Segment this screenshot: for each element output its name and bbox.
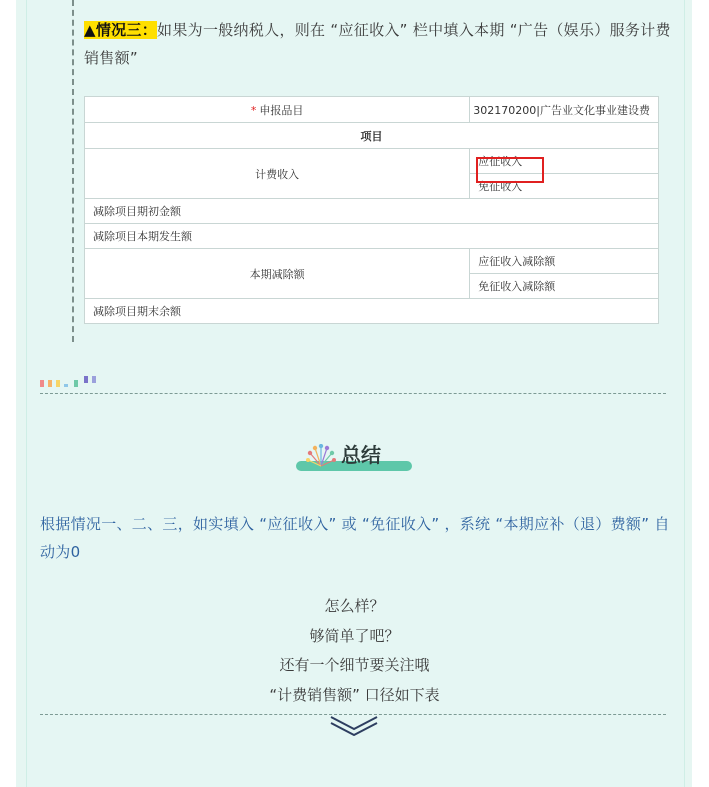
table-header: 项目: [85, 123, 659, 149]
line-3: 还有一个细节要关注哦: [279, 656, 430, 674]
dotted-divider-top: [40, 393, 666, 394]
exempt-deduction-cell[interactable]: 免征收入减除额: [470, 274, 659, 299]
taxable-income-cell[interactable]: 应征收入: [470, 149, 659, 174]
bar-green: [74, 380, 78, 387]
bar-purple-2: [92, 376, 96, 383]
current-deduction-label: 本期减除额: [85, 249, 470, 299]
exempt-income-cell[interactable]: 免征收入: [470, 174, 659, 199]
bar-yellow: [56, 380, 60, 387]
declare-item-value[interactable]: 302170200|广告业文化事业建设费: [470, 97, 659, 123]
dashed-divider-left: [72, 0, 74, 342]
declare-item-label-cell: * 申报品目: [85, 97, 470, 123]
bar-pink: [40, 380, 44, 387]
summary-paragraph: 根据情况一、二、三，如实填入 “应征收入” 或 “免征收入” ，系统 “本期应补（退）费额” 自动为0: [40, 515, 670, 561]
bar-orange: [48, 380, 52, 387]
bar-blue: [64, 384, 68, 387]
intro-body: 如果为一般纳税人，则在 “应征收入” 栏中填入本期 “广告（娱乐）服务计费销售额”: [84, 21, 671, 67]
summary-title: 总结: [341, 443, 381, 467]
line-1: 怎么样？: [324, 597, 385, 615]
line-2: 够简单了吧？: [309, 626, 400, 645]
deduction-closing-row: 减除项目期末余额: [85, 299, 659, 324]
closing-lines: [0, 592, 709, 710]
taxable-deduction-cell[interactable]: 应征收入减除额: [470, 249, 659, 274]
chevron-down-icon: [329, 714, 379, 736]
intro-label: ▲情况三：: [84, 21, 158, 39]
bar-purple-1: [84, 376, 88, 383]
taxable-income-highlight-box: [476, 157, 544, 183]
decorative-bars: [40, 373, 100, 387]
flower-icon: [306, 444, 336, 470]
summary-heading: [296, 436, 414, 476]
deduction-current-row: 减除项目本期发生额: [85, 224, 659, 249]
deduction-opening-row: 减除项目期初金额: [85, 199, 659, 224]
intro-text: [84, 16, 674, 72]
declaration-table: [84, 96, 659, 324]
billing-income-label: 计费收入: [85, 149, 470, 199]
line-4: “计费销售额” 口径如下表: [269, 685, 440, 704]
required-marker: *: [250, 103, 257, 117]
